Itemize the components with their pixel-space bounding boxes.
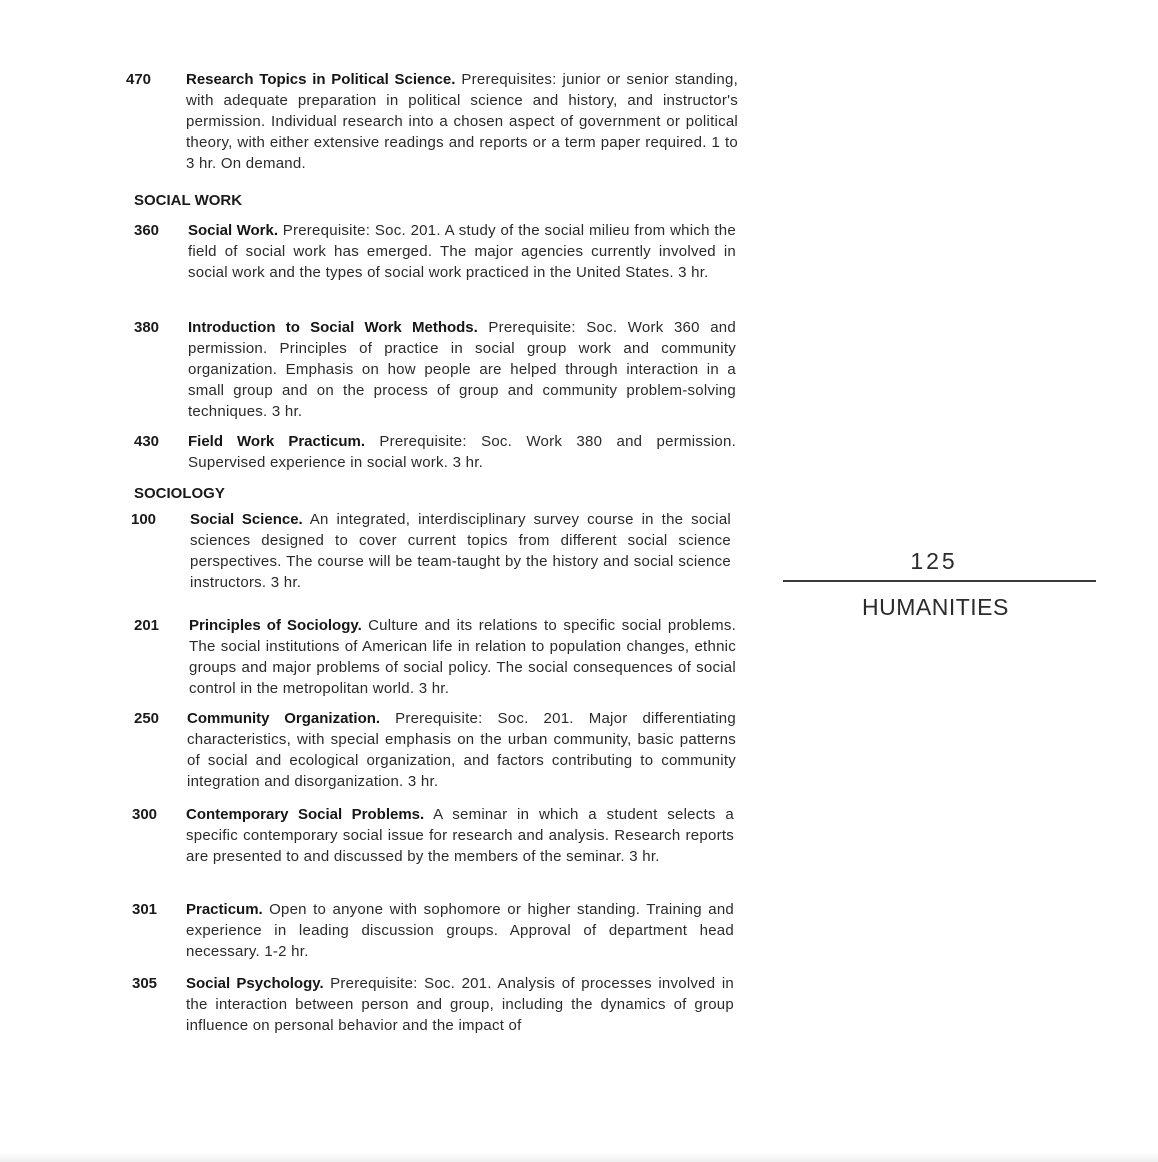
course-title: Social Science. (190, 511, 303, 528)
course-text: Prerequisite: Soc. 201. Major differentiating characteristics, with special emphasis on the urban community, basic patterns of social and ecological organization, and factors contributing to community integration and disorganization. 3 hr. (187, 710, 736, 790)
course-description (190, 509, 731, 593)
course-text: Prerequisite: Soc. Work 360 and permission. Principles of practice in social group work and community organization. Emphasis on how people are helped through interaction in a small group and on the process of group and community problem-solving techniques. 3 hr. (188, 319, 736, 420)
course-number: 250 (134, 710, 160, 727)
course-entry-250 (134, 708, 736, 792)
course-number: 380 (134, 319, 160, 336)
course-title: Social Work. (188, 222, 279, 239)
course-description (187, 708, 736, 792)
course-text: Prerequisite: Soc. 201. A study of the social milieu from which the field of social work has emerged. The major agencies currently involved in social work and the types of social work practiced in the United States. 3 hr. (188, 222, 736, 281)
course-entry-301 (132, 899, 734, 962)
course-text: An integrated, interdisciplinary survey course in the social sciences designed to cover current topics from different social science perspectives. The course will be team-taught by the history and social science instructors. 3 hr. (190, 511, 732, 591)
course-number: 470 (126, 71, 152, 88)
course-number: 430 (134, 433, 160, 450)
course-entry-300 (132, 804, 734, 867)
course-text: Open to anyone with sophomore or higher standing. Training and experience in leading discussion groups. Approval of department head necessary. 1-2 hr. (186, 901, 735, 960)
course-description (186, 973, 734, 1036)
course-description (186, 899, 734, 962)
course-description (188, 431, 736, 473)
course-entry-100 (131, 509, 731, 593)
course-description (188, 220, 736, 283)
course-number: 301 (132, 901, 158, 918)
course-entry-201 (134, 615, 736, 699)
course-text: A seminar in which a student selects a specific contemporary social issue for research and analysis. Research reports are presented to and discussed by the members of the seminar. 3 hr. (186, 806, 734, 865)
course-title: Contemporary Social Problems. (186, 806, 425, 823)
section-heading-sociology: SOCIOLOGY (134, 485, 225, 502)
course-text: Prerequisites: junior or senior standing, with adequate preparation in political science and history, and instructor's permission. Individual research into a chosen aspect of government or political theory, with either extensive readings and reports or a term paper required. 1 to 3 hr. On demand. (186, 71, 738, 172)
course-number: 305 (132, 975, 158, 992)
course-title: Introduction to Social Work Methods. (188, 319, 478, 336)
course-title: Principles of Sociology. (189, 617, 362, 634)
course-title: Research Topics in Political Science. (186, 71, 456, 88)
course-description (188, 317, 736, 422)
course-number: 201 (134, 617, 160, 634)
course-entry-470 (126, 69, 738, 174)
course-text: Prerequisite: Soc. 201. Analysis of processes involved in the interaction between person and group, including the dynamics of group influence on personal behavior and the impact of (186, 975, 735, 1034)
course-number: 360 (134, 222, 160, 239)
course-entry-430 (134, 431, 736, 473)
course-title: Practicum. (186, 901, 263, 918)
course-entry-380 (134, 317, 736, 422)
section-heading-social-work: SOCIAL WORK (134, 192, 243, 209)
course-description (186, 69, 738, 174)
course-text: Culture and its relations to specific social problems. The social institutions of American life in relation to population changes, ethnic groups and major problems of social policy. The social consequences of social control in the metropolitan world. 3 hr. (189, 617, 736, 697)
course-number: 300 (132, 806, 158, 823)
divider-rule (783, 580, 1096, 582)
course-entry-305 (132, 973, 734, 1036)
running-head: HUMANITIES (862, 594, 1009, 620)
course-title: Field Work Practicum. (188, 433, 366, 450)
course-number: 100 (131, 511, 157, 528)
course-description (189, 615, 736, 699)
course-entry-360 (134, 220, 736, 283)
course-title: Community Organization. (187, 710, 381, 727)
course-title: Social Psychology. (186, 975, 324, 992)
course-description (186, 804, 734, 867)
page-number: 125 (910, 548, 958, 574)
course-text: Prerequisite: Soc. Work 380 and permission. Supervised experience in social work. 3 hr. (188, 433, 737, 471)
scan-edge-shadow (0, 1152, 1158, 1162)
